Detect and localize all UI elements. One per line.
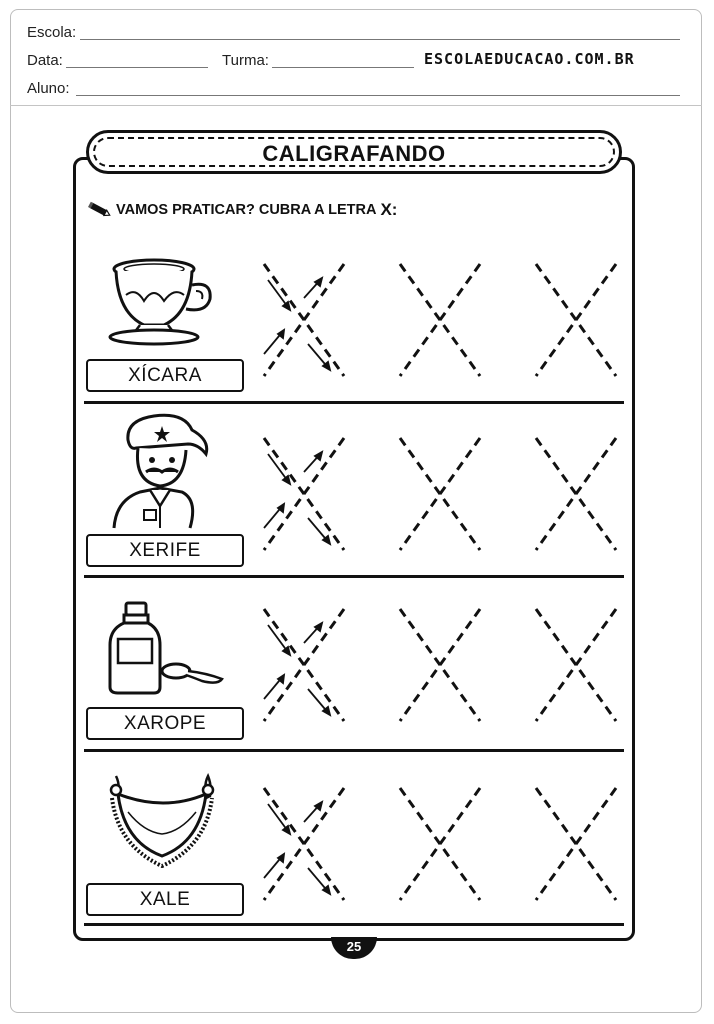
x-tracing-row[interactable] xyxy=(250,603,630,727)
teacup-icon xyxy=(104,255,216,347)
aluno-label: Aluno: xyxy=(27,80,70,97)
instruction-text: VAMOS PRATICAR? CUBRA A LETRA xyxy=(116,202,377,218)
data-label: Data: xyxy=(27,52,63,69)
x-tracing-row[interactable] xyxy=(250,432,630,556)
worksheet-title: CALIGRAFANDO xyxy=(262,141,446,166)
row-divider xyxy=(84,401,624,404)
instruction xyxy=(88,200,397,220)
instruction-letter: X: xyxy=(380,200,398,219)
aluno-field[interactable] xyxy=(76,95,680,96)
x-tracing-row[interactable] xyxy=(250,258,630,382)
x-tracing-row[interactable] xyxy=(250,782,630,906)
escola-field[interactable] xyxy=(80,39,680,40)
header-divider xyxy=(10,105,702,106)
word-box-xarope: XAROPE xyxy=(86,707,244,740)
escola-label: Escola: xyxy=(27,24,77,41)
row-divider xyxy=(84,575,624,578)
row-divider xyxy=(84,749,624,752)
turma-label: Turma: xyxy=(222,52,269,69)
word-box-xerife: XERIFE xyxy=(86,534,244,567)
row-divider xyxy=(84,923,624,926)
shawl-icon xyxy=(104,772,220,868)
pencil-icon xyxy=(88,201,112,219)
title-banner xyxy=(86,130,622,174)
data-field[interactable] xyxy=(66,67,208,68)
turma-field[interactable] xyxy=(272,67,414,68)
site-url: ESCOLAEDUCACAO.COM.BR xyxy=(424,50,635,68)
page-number: 25 xyxy=(331,937,377,959)
sheriff-icon xyxy=(106,410,214,530)
word-box-xicara: XÍCARA xyxy=(86,359,244,392)
syrup-bottle-icon xyxy=(106,601,226,697)
word-box-xale: XALE xyxy=(86,883,244,916)
